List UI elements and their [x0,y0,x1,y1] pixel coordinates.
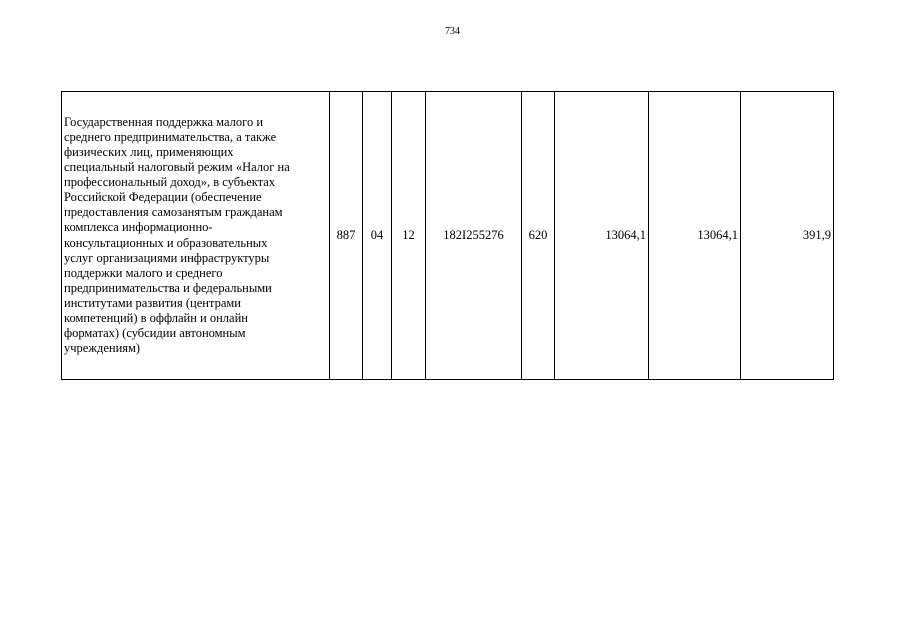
expense-name-line: Государственная поддержка малого и [64,114,264,129]
expense-name-line: среднего предпринимательства, а также [64,129,277,144]
expense-name-line: поддержки малого и среднего [64,265,223,280]
expense-name-line: консультационных и образовательных [64,235,268,250]
expense-name-line: компетенций) в оффлайн и онлайн [64,310,248,325]
amount-1-cell: 13064,1 [555,92,649,380]
amount-2-cell: 13064,1 [649,92,741,380]
expense-name-line: предпринимательства и федеральными [64,280,272,295]
amount-3-cell: 391,9 [741,92,834,380]
section-cell: 04 [363,92,392,380]
expense-name-line: учреждениям) [64,341,141,356]
expense-name-line: услуг организациями инфраструктуры [64,250,270,265]
page-number: 734 [445,26,460,37]
expense-name-line: профессиональный доход», в субъектах [64,175,276,190]
expense-name-line: институтами развития (центрами [64,295,241,310]
expense-name-line: Российской Федерации (обеспечение [64,190,262,205]
budget-table [61,91,834,380]
subsection-cell: 12 [392,92,426,380]
target-article-cell: 182I255276 [426,92,522,380]
expense-type-cell: 620 [522,92,555,380]
expense-name-line: специальный налоговый режим «Налог на [64,160,290,175]
expense-name-line: физических лиц, применяющих [64,144,234,159]
table-row [62,92,834,380]
expense-name-line: форматах) (субсидии автономным [64,326,246,341]
expense-name-line: комплекса информационно- [64,220,213,235]
expense-name-cell [62,92,330,380]
ministry-code-cell: 887 [330,92,363,380]
expense-name-line: предоставления самозанятым гражданам [64,205,283,220]
